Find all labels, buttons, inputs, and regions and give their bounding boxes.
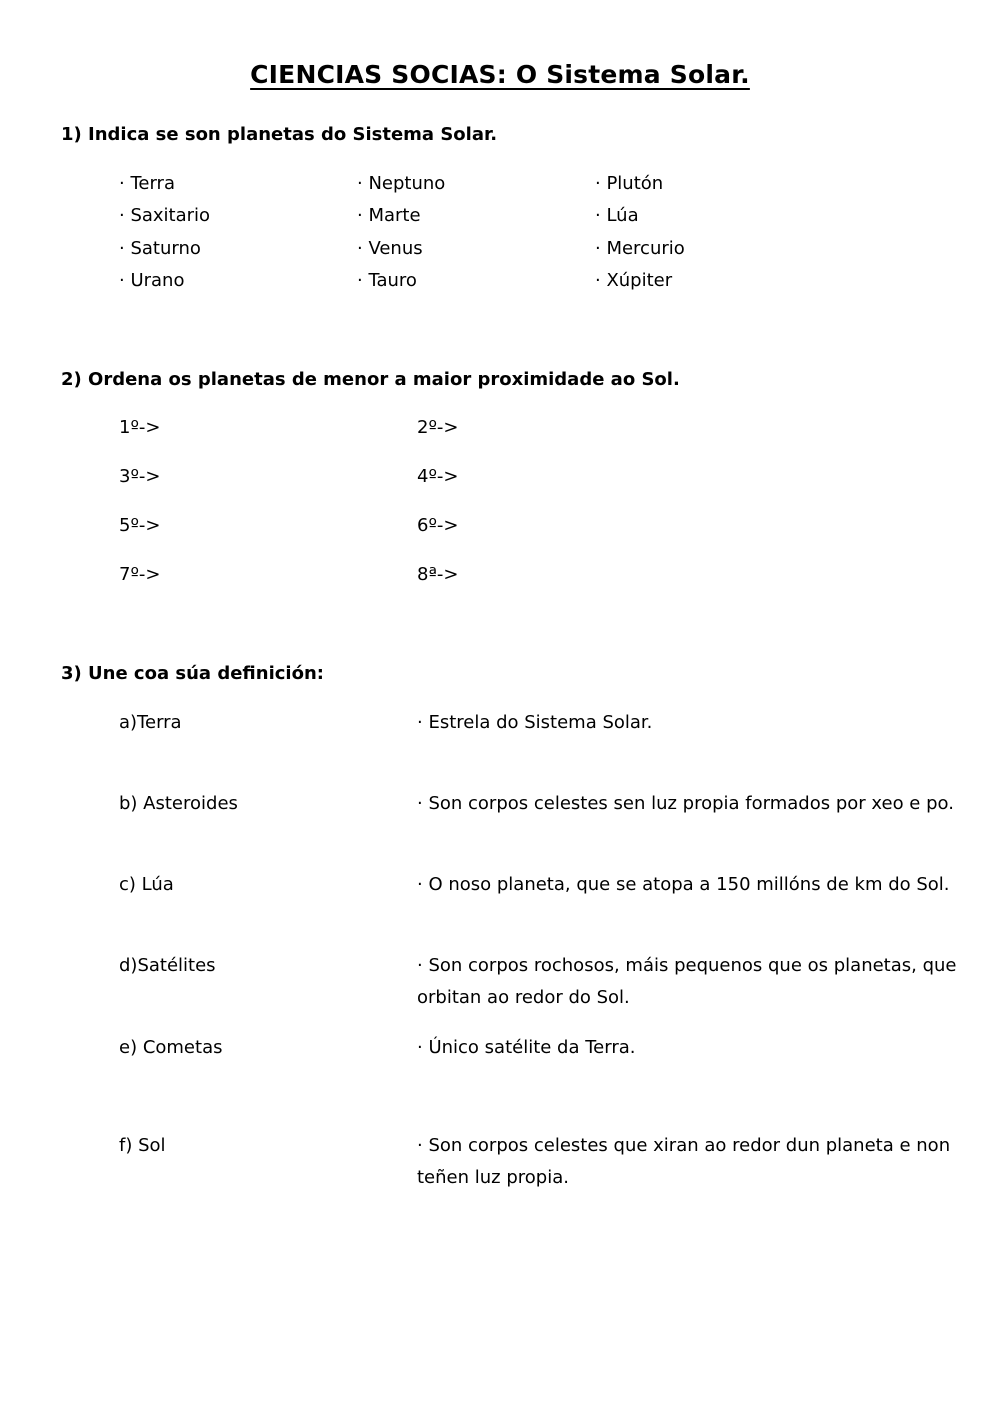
match-term-f: f) Sol [119,1135,166,1156]
planet-option-xupiter: · Xúpiter [595,270,673,291]
match-term-c: c) Lúa [119,874,174,895]
order-slot-1: 1º-> [119,417,161,438]
section-1-heading: 1) Indica se son planetas do Sistema Solar. [61,124,498,145]
planet-option-saxitario: · Saxitario [119,205,211,226]
planet-option-mercurio: · Mercurio [595,238,685,259]
planet-option-venus: · Venus [357,238,423,259]
match-definition-2: · Son corpos celestes sen luz propia formados por xeo e po. [417,793,954,814]
page-title: CIENCIAS SOCIAS: O Sistema Solar. [250,60,750,89]
match-definition-1: · Estrela do Sistema Solar. [417,712,653,733]
planet-option-urano: · Urano [119,270,185,291]
match-term-a: a)Terra [119,712,182,733]
order-slot-8: 8ª-> [417,564,459,585]
planet-option-tauro: · Tauro [357,270,417,291]
order-slot-2: 2º-> [417,417,459,438]
match-definition-5: · Único satélite da Terra. [417,1037,636,1058]
planet-option-terra: · Terra [119,173,175,194]
match-term-d: d)Satélites [119,955,216,976]
order-slot-6: 6º-> [417,515,459,536]
match-definition-4: · Son corpos rochosos, máis pequenos que os planetas, que orbitan ao redor do Sol. [417,955,957,1008]
match-term-e: e) Cometas [119,1037,223,1058]
match-definition-6: · Son corpos celestes que xiran ao redor dun planeta e non teñen luz propia. [417,1135,951,1188]
match-term-b: b) Asteroides [119,793,238,814]
section-3-heading: 3) Une coa súa definición: [61,663,324,684]
section-2-heading: 2) Ordena os planetas de menor a maior proximidade ao Sol. [61,369,680,390]
order-slot-3: 3º-> [119,466,161,487]
planet-option-marte: · Marte [357,205,421,226]
planet-option-lua: · Lúa [595,205,639,226]
order-slot-5: 5º-> [119,515,161,536]
order-slot-7: 7º-> [119,564,161,585]
planet-option-saturno: · Saturno [119,238,201,259]
planet-option-pluton: · Plutón [595,173,664,194]
order-slot-4: 4º-> [417,466,459,487]
planet-option-neptuno: · Neptuno [357,173,446,194]
match-definition-3: · O noso planeta, que se atopa a 150 millóns de km do Sol. [417,874,950,895]
